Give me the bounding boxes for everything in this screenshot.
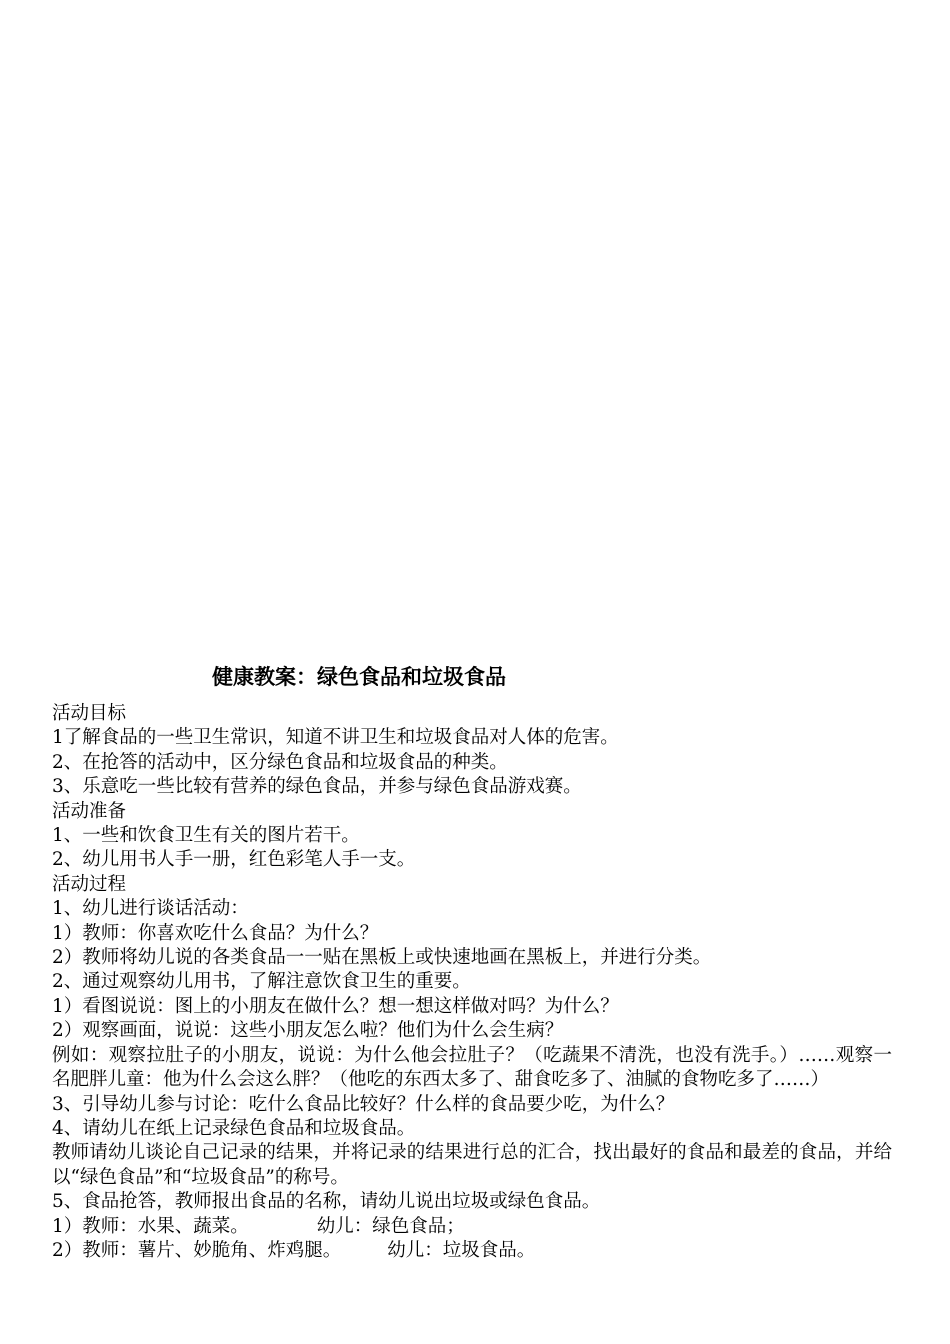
quiz-row-2: [52, 1239, 892, 1263]
section-heading-process: 活动过程: [52, 873, 127, 895]
preparation-item-2: 2、幼儿用书人手一册，红色彩笔人手一支。: [52, 849, 416, 871]
process-step-1: 1、幼儿进行谈话活动：: [52, 898, 249, 920]
process-step-5: 5、食品抢答，教师报出食品的名称，请幼儿说出垃圾或绿色食品。: [52, 1191, 601, 1213]
process-step-1-sub-1: 1）教师：你喜欢吃什么食品？为什么？: [52, 922, 379, 944]
summary-paragraph: 教师请幼儿谈论自己记录的结果，并将记录的结果进行总的汇合，找出最好的食品和最差的食品，并给以“绿色食品”和“垃圾食品”的称号。: [52, 1142, 892, 1188]
quiz-child-2: 幼儿：垃圾食品。: [387, 1239, 536, 1261]
preparation-item-1: 1、一些和饮食卫生有关的图片若干。: [52, 825, 360, 847]
goal-item-3: 3、乐意吃一些比较有营养的绿色食品，并参与绿色食品游戏赛。: [52, 776, 582, 798]
process-step-2-sub-2: 2）观察画面，说说：这些小朋友怎么啦？他们为什么会生病？: [52, 1020, 564, 1042]
goal-item-1: 1了解食品的一些卫生常识，知道不讲卫生和垃圾食品对人体的危害。: [52, 727, 619, 749]
quiz-child-1: 幼儿：绿色食品；: [316, 1215, 465, 1237]
document-title: 健康教案：绿色食品和垃圾食品: [212, 664, 506, 689]
process-step-3: 3、引导幼儿参与讨论：吃什么食品比较好？什么样的食品要少吃，为什么？: [52, 1093, 675, 1115]
goal-item-2: 2、在抢答的活动中，区分绿色食品和垃圾食品的种类。: [52, 751, 508, 773]
quiz-teacher-2: 2）教师：薯片、妙脆角、炸鸡腿。: [52, 1239, 342, 1261]
quiz-teacher-1: 1）教师：水果、蔬菜。: [52, 1215, 249, 1237]
process-step-4: 4、请幼儿在纸上记录绿色食品和垃圾食品。: [52, 1117, 416, 1139]
document-body: [52, 702, 892, 1263]
process-step-2: 2、通过观察幼儿用书，了解注意饮食卫生的重要。: [52, 971, 471, 993]
section-heading-goals: 活动目标: [52, 703, 127, 724]
quiz-row-1: [52, 1215, 892, 1239]
example-paragraph: 例如：观察拉肚子的小朋友，说说：为什么他会拉肚子？（吃蔬果不清洗，也没有洗手。）……观察一名肥胖儿童：他为什么会这么胖？（他吃的东西太多了、甜食吃多了、油腻的食物吃多了……）: [52, 1044, 892, 1091]
process-step-2-sub-1: 1）看图说说：图上的小朋友在做什么？想一想这样做对吗？为什么？: [52, 995, 619, 1017]
section-heading-preparation: 活动准备: [52, 800, 127, 822]
process-step-1-sub-2: 2）教师将幼儿说的各类食品一一贴在黑板上或快速地画在黑板上，并进行分类。: [52, 947, 712, 969]
